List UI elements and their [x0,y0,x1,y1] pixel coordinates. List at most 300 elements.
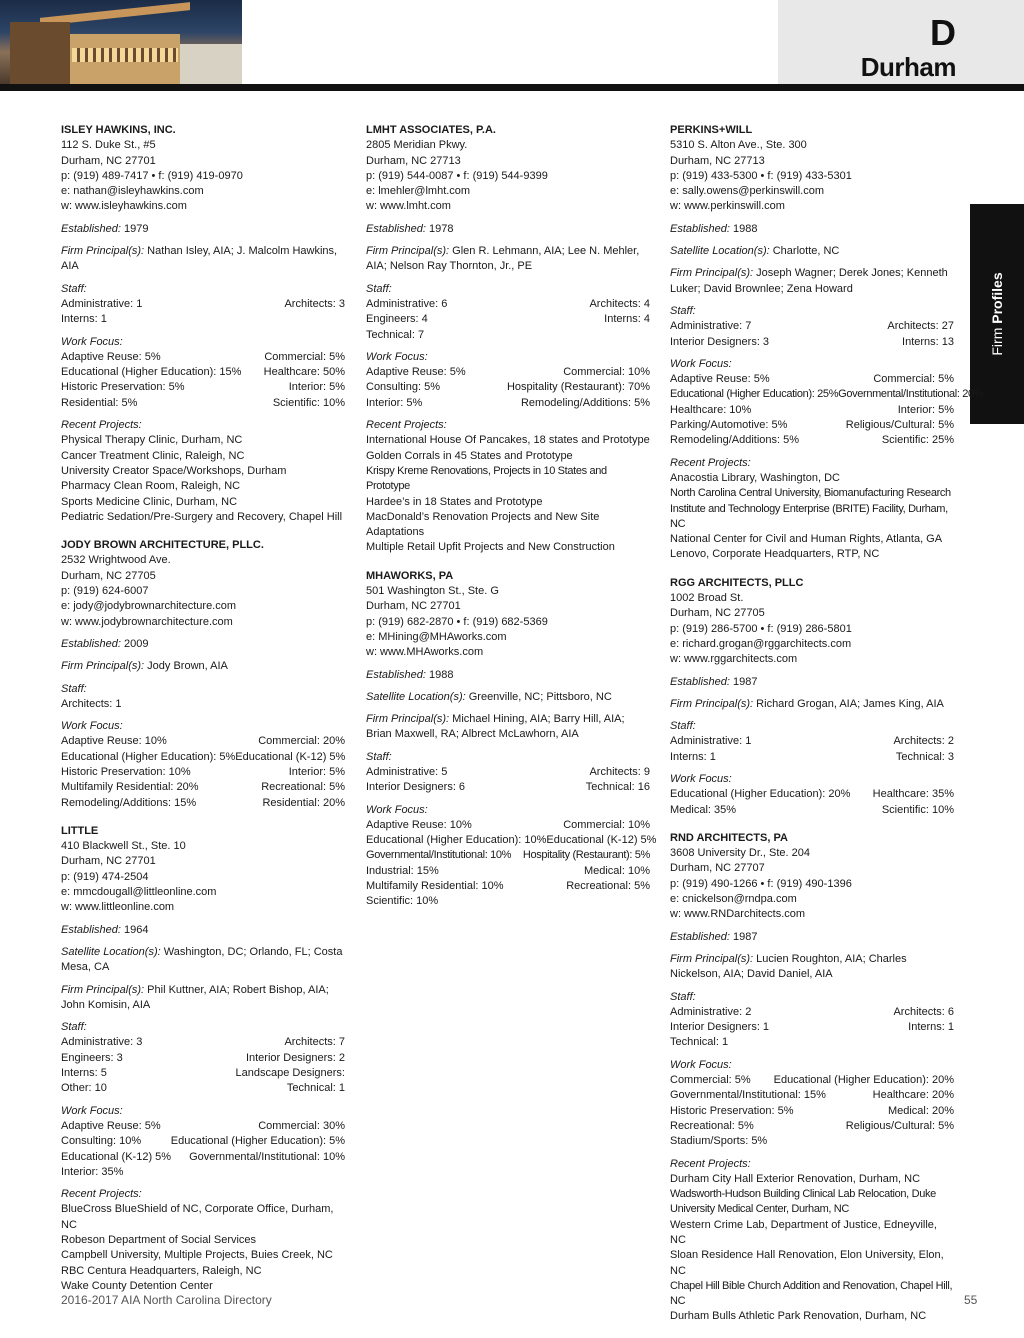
contact-line: Durham, NC 27701 [61,154,156,167]
established-label: Established: [366,668,426,681]
staff-section [366,282,650,343]
work-focus-item: Interior: 5% [897,403,954,416]
project-item: Western Crime Lab, Department of Justice, Edneyville, NC [670,1218,937,1246]
contact-line: p: (919) 624-6007 [61,585,149,598]
staff-item: Interns: 4 [604,313,650,326]
staff-item: Administrative: 1 [670,735,752,748]
firm-principals-label: Firm Principal(s): [61,660,145,673]
work-focus-item: Interior: 5% [366,396,423,409]
project-item: North Carolina Central University, Biomanufacturing Research [670,487,951,500]
staff-label: Staff: [670,304,696,317]
satellite-locations-label: Satellite Location(s): [366,690,466,703]
established-label: Established: [61,222,121,235]
contact-info [366,138,650,214]
recent-projects-label: Recent Projects: [670,1157,751,1170]
contact-line: 1002 Broad St. [670,592,744,605]
recent-projects-section [366,418,650,556]
contact-line: Durham, NC 27701 [366,600,461,613]
work-focus-section [366,803,657,910]
project-item: Anacostia Library, Washington, DC [670,471,840,484]
work-focus-row [366,848,650,863]
firm-principals [670,952,954,983]
work-focus-section [670,1058,954,1150]
staff-section [366,750,650,796]
work-focus-item: Adaptive Reuse: 5% [61,1119,161,1132]
established-value: 1979 [120,222,149,235]
work-focus-label: Work Focus: [670,772,732,785]
work-focus-row [670,433,954,448]
work-focus-item: Remodeling/Additions: 5% [670,434,800,447]
established-value: 1988 [729,222,758,235]
staff-item: Interns: 1 [61,313,107,326]
project-item: Golden Corrals in 45 States and Prototype [366,449,573,462]
contact-line: p: (919) 433-5300 • f: (919) 433-5301 [670,169,852,182]
project-item: International House Of Pancakes, 18 states and Prototype [366,434,650,447]
contact-line: p: (919) 490-1266 • f: (919) 490-1396 [670,877,852,890]
work-focus-row [61,1119,345,1134]
contact-line: w: www.isleyhawkins.com [61,200,187,213]
staff-item: Administrative: 3 [61,1036,143,1049]
contact-line: 501 Washington St., Ste. G [366,585,499,598]
work-focus-item: Scientific: 10% [272,396,345,409]
work-focus-item: Commercial: 5% [873,373,954,386]
satellite-locations-label: Satellite Location(s): [670,245,770,258]
staff-section [670,304,954,350]
firm-profile [366,123,650,556]
satellite-locations [670,244,954,259]
side-tab-label-light: Firm [989,323,1005,356]
staff-item: Interior Designers: 6 [366,781,466,794]
satellite-locations-value: Greenville, NC; Pittsboro, NC [465,690,612,703]
staff-row [670,1035,954,1050]
established-label: Established: [670,930,730,943]
staff-label: Staff: [61,1021,87,1034]
contact-line: w: www.perkinswill.com [670,200,785,213]
work-focus-item: Consulting: 5% [366,381,440,394]
staff-row [61,1081,345,1096]
contact-info [61,138,345,214]
firm-profile [61,123,345,525]
firm-principals-label: Firm Principal(s): [670,697,754,710]
established-value: 1988 [425,668,454,681]
work-focus-item: Interior: 35% [61,1165,124,1178]
project-item: Pharmacy Clean Room, Raleigh, NC [61,480,241,493]
contact-line: 112 S. Duke St., #5 [61,139,156,152]
work-focus-item: Healthcare: 35% [872,788,954,801]
staff-label: Staff: [61,282,87,295]
satellite-locations [366,690,650,705]
work-focus-row [366,818,650,833]
work-focus-item: Consulting: 10% [61,1135,142,1148]
work-focus-item: Adaptive Reuse: 10% [61,735,167,748]
staff-item: Administrative: 7 [670,320,752,333]
work-focus-row [61,734,345,749]
staff-section [670,719,954,765]
firm-profile [670,831,954,1325]
contact-line: w: www.MHAworks.com [366,646,484,659]
column-2 [366,123,657,923]
project-item: Wadsworth-Hudson Building Clinical Lab Relocation, Duke University Medical Center, Durham, NC [670,1188,936,1216]
work-focus-item: Adaptive Reuse: 5% [366,366,466,379]
firm-principals-value: Joseph Wagner; Derek Jones; Kenneth Luker; David Brownlee; Zena Howard [670,267,948,295]
work-focus-item: Historic Preservation: 5% [670,1104,794,1117]
work-focus-item: Educational (Higher Education): 10% [366,834,547,847]
project-item: Durham Bulls Athletic Park Renovation, Durham, NC [670,1310,927,1323]
work-focus-row [366,380,650,395]
firm-profile [366,569,657,910]
staff-item: Architects: 6 [893,1005,954,1018]
work-focus-item: Commercial: 30% [258,1119,345,1132]
staff-row [61,297,345,312]
established [670,222,954,237]
staff-label: Staff: [670,990,696,1003]
contact-line: e: nathan@isleyhawkins.com [61,185,204,198]
work-focus-item: Residential: 5% [61,396,138,409]
contact-line: Durham, NC 27707 [670,862,765,875]
work-focus-item: Multifamily Residential: 10% [366,880,504,893]
contact-line: e: sally.owens@perkinswill.com [670,185,825,198]
firm-principals [670,697,954,712]
work-focus-item: Interior: 5% [288,765,345,778]
work-focus-row [61,365,345,380]
staff-item: Administrative: 5 [366,765,448,778]
project-item: Robeson Department of Social Services [61,1234,257,1246]
firm-name: MHAWORKS, PA [366,569,454,582]
project-item: MacDonald’s Renovation Projects and New Site Adaptations [366,510,600,539]
contact-line: w: www.RNDarchitects.com [670,908,806,921]
work-focus-item: Religious/Cultural: 5% [845,419,954,432]
staff-row [366,312,650,327]
work-focus-item: Governmental/Institutional: 20% [838,388,984,401]
project-item: Sloan Residence Hall Renovation, Elon University, Elon, NC [670,1249,944,1277]
work-focus-item: Hospitality (Restaurant): 5% [522,849,650,862]
staff-item: Architects: 1 [61,697,122,710]
firm-principals-value: Richard Grogan, AIA; James King, AIA [753,697,944,710]
work-focus-row [366,365,650,380]
staff-item: Architects: 2 [893,735,954,748]
contact-line: p: (919) 544-0087 • f: (919) 544-9399 [366,169,548,182]
established-label: Established: [61,923,121,936]
staff-item: Architects: 27 [887,320,954,333]
established [61,923,345,938]
work-focus-row [61,396,345,411]
project-item: Pediatric Sedation/Pre-Surgery and Recovery, Chapel Hill [61,510,343,523]
staff-row [61,1051,345,1066]
established-value: 1987 [729,675,758,688]
project-item: Physical Therapy Clinic, Durham, NC [61,434,243,447]
project-item: Multiple Retail Upfit Projects and New Construction [366,541,615,554]
established [61,222,345,237]
work-focus-item: Historic Preservation: 5% [61,381,185,394]
established-label: Established: [670,675,730,688]
contact-info [670,138,954,214]
staff-item: Landscape Designers: [235,1067,345,1080]
project-item: University Creator Space/Workshops, Durham [61,464,287,477]
work-focus-item: Scientific: 10% [366,895,439,908]
work-focus-row [61,350,345,365]
staff-item: Interior Designers: 2 [245,1051,345,1064]
work-focus-item: Recreational: 5% [670,1119,754,1132]
staff-section [670,990,954,1051]
contact-line: 3608 University Dr., Ste. 204 [670,847,811,860]
contact-line: e: lmehler@lmht.com [366,185,471,198]
work-focus-item: Medical: 20% [887,1104,954,1117]
staff-item: Administrative: 1 [61,297,143,310]
staff-item: Administrative: 6 [366,297,448,310]
recent-projects-section [670,456,954,563]
work-focus-item: Healthcare: 20% [872,1089,954,1102]
established-value: 1978 [425,222,454,235]
recent-projects-label: Recent Projects: [366,419,447,432]
work-focus-item: Multifamily Residential: 20% [61,781,199,794]
established-label: Established: [366,222,426,235]
staff-row [366,328,650,343]
staff-label: Staff: [670,720,696,733]
firm-principals-label: Firm Principal(s): [366,713,450,726]
staff-row [366,297,650,312]
work-focus-section [366,350,650,411]
work-focus-row [61,796,345,811]
footer-directory-title: 2016-2017 AIA North Carolina Directory [61,1293,272,1307]
staff-item: Engineers: 3 [61,1051,123,1064]
staff-row [670,1005,954,1020]
work-focus-label: Work Focus: [670,1058,732,1071]
project-item: Chapel Hill Bible Church Addition and Renovation, Chapel Hill, NC [670,1279,953,1308]
firm-principals-value: Nathan Isley, AIA; J. Malcolm Hawkins, AIA [61,245,338,273]
firm-principals-value: Michael Hining, AIA; Barry Hill, AIA; Brian Maxwell, RA; Albrect McLawhorn, AIA [366,713,625,741]
project-item: National Center for Civil and Human Rights, Atlanta, GA [670,533,943,546]
work-focus-section [61,1104,345,1180]
contact-line: Durham, NC 27713 [670,154,765,167]
staff-row [61,1035,345,1050]
contact-info [670,846,954,922]
work-focus-row [670,1088,954,1103]
work-focus-section [670,772,954,818]
project-item: Durham City Hall Exterior Renovation, Durham, NC [670,1172,921,1185]
project-item: BlueCross BlueShield of NC, Corporate Office, Durham, NC [61,1203,334,1231]
staff-row [670,734,954,749]
staff-item: Technical: 1 [286,1082,345,1095]
staff-row [61,697,345,712]
recent-projects-section [61,1187,345,1294]
work-focus-item: Remodeling/Additions: 5% [520,396,650,409]
work-focus-item: Interior: 5% [288,381,345,394]
staff-section [61,282,345,328]
project-item: Lenovo, Corporate Headquarters, RTP, NC [670,548,880,561]
contact-line: 410 Blackwell St., Ste. 10 [61,840,186,853]
firm-principals [61,244,345,275]
work-focus-row [670,403,954,418]
work-focus-item: Recreational: 5% [261,781,345,794]
work-focus-row [366,396,650,411]
work-focus-item: Educational (Higher Education): 20% [773,1074,954,1087]
work-focus-row [61,1134,345,1149]
work-focus-row [670,387,984,402]
work-focus-row [61,780,345,795]
section-header [778,0,1024,84]
firm-name: ISLEY HAWKINS, INC. [61,124,176,136]
satellite-locations-label: Satellite Location(s): [61,945,161,958]
firm-principals-value: Glen R. Lehmann, AIA; Lee N. Mehler, AIA; Nelson Ray Thornton, Jr., PE [366,245,640,273]
work-focus-item: Governmental/Institutional: 10% [366,849,512,862]
satellite-locations-value: Washington, DC; Orlando, FL; Costa Mesa, CA [61,945,343,974]
staff-item: Technical: 3 [895,750,954,763]
staff-item: Administrative: 2 [670,1005,752,1018]
staff-item: Interns: 1 [670,750,716,763]
project-item: Cancer Treatment Clinic, Raleigh, NC [61,449,245,462]
work-focus-item: Stadium/Sports: 5% [670,1135,768,1148]
contact-line: w: www.littleonline.com [61,901,175,914]
staff-item: Interns: 13 [902,335,954,348]
staff-label: Staff: [61,682,87,695]
work-focus-label: Work Focus: [61,720,123,733]
header-building-photo [0,0,242,84]
contact-line: e: MHining@MHAworks.com [366,630,507,643]
project-item: Hardee’s in 18 States and Prototype [366,495,543,508]
work-focus-row [61,750,345,765]
work-focus-item: Commercial: 5% [670,1074,751,1087]
contact-line: 2532 Wrightwood Ave. [61,554,171,567]
firm-principals [61,983,345,1014]
contact-line: e: richard.grogan@rggarchitects.com [670,637,852,650]
header-rule [0,84,1024,91]
staff-row [61,312,345,327]
established [670,930,954,945]
staff-item: Technical: 16 [585,781,650,794]
work-focus-item: Educational (Higher Education): 25% [670,388,839,401]
work-focus-item: Commercial: 10% [563,366,650,379]
firm-principals [670,266,954,297]
staff-item: Technical: 7 [366,328,425,341]
satellite-locations [61,945,345,976]
project-item: Krispy Kreme Renovations, Projects in 10 States and Prototype [366,464,607,493]
firm-principals-label: Firm Principal(s): [670,952,754,965]
firm-name: LMHT ASSOCIATES, P.A. [366,124,496,136]
project-item: Wake County Detention Center [61,1279,213,1292]
contact-info [61,839,345,915]
work-focus-row [366,864,650,879]
contact-line: e: jody@jodybrownarchitecture.com [61,600,237,613]
staff-item: Architects: 3 [284,297,345,310]
work-focus-item: Adaptive Reuse: 5% [61,350,161,363]
work-focus-item: Parking/Automotive: 5% [670,419,788,432]
work-focus-item: Healthcare: 50% [263,366,345,379]
work-focus-item: Educational (Higher Education): 20% [670,788,851,801]
contact-line: Durham, NC 27713 [366,154,461,167]
work-focus-item: Medical: 35% [670,803,737,816]
staff-item: Interior Designers: 3 [670,335,770,348]
work-focus-item: Educational (Higher Education): 5% [170,1135,345,1148]
work-focus-item: Educational (Higher Education): 15% [61,366,242,379]
work-focus-label: Work Focus: [366,350,428,363]
work-focus-section [61,335,345,411]
work-focus-row [670,1073,954,1088]
staff-row [670,750,954,765]
contact-line: p: (919) 682-2870 • f: (919) 682-5369 [366,615,548,628]
work-focus-item: Adaptive Reuse: 10% [366,818,472,831]
contact-line: e: cnickelson@rndpa.com [670,893,797,906]
staff-item: Interns: 1 [908,1021,954,1034]
staff-item: Engineers: 4 [366,313,428,326]
staff-row [670,1020,954,1035]
staff-item: Architects: 9 [589,765,650,778]
work-focus-row [61,380,345,395]
firm-profile [61,538,345,811]
work-focus-label: Work Focus: [366,803,428,816]
work-focus-item: Adaptive Reuse: 5% [670,373,770,386]
firm-principals-label: Firm Principal(s): [670,267,754,280]
work-focus-item: Educational (K-12) 5% [61,1150,172,1163]
project-item: RBC Centura Headquarters, Raleigh, NC [61,1264,262,1277]
work-focus-item: Governmental/Institutional: 15% [670,1089,826,1102]
project-item: Institute and Technology Enterprise (BRITE) Facility, Durham, NC [670,502,948,530]
staff-item: Interns: 5 [61,1067,107,1080]
section-letter: D [930,12,956,53]
contact-line: Durham, NC 27705 [670,607,765,620]
firm-principals-value: Jody Brown, AIA [144,660,228,673]
established-label: Established: [61,637,121,650]
firm-profile [61,824,345,1294]
staff-row [366,765,650,780]
work-focus-item: Hospitality (Restaurant): 70% [506,381,650,394]
recent-projects-label: Recent Projects: [670,456,751,469]
firm-principals-label: Firm Principal(s): [61,245,145,258]
firm-principals-value: Phil Kuttner, AIA; Robert Bishop, AIA; John Komisin, AIA [61,983,329,1011]
contact-line: 2805 Meridian Pkwy. [366,139,468,152]
work-focus-item: Educational (K-12) 5% [235,750,346,763]
work-focus-row [61,765,345,780]
work-focus-item: Recreational: 5% [566,880,650,893]
work-focus-row [670,803,954,818]
firm-profile [670,123,984,563]
staff-row [61,1066,345,1081]
recent-projects-label: Recent Projects: [61,419,142,432]
established-value: 1964 [120,923,149,936]
work-focus-item: Educational (Higher Education): 5% [61,750,236,763]
work-focus-row [366,879,650,894]
work-focus-row [670,1119,954,1134]
contact-line: p: (919) 286-5700 • f: (919) 286-5801 [670,622,852,635]
contact-line: p: (919) 474-2504 [61,870,149,883]
staff-item: Technical: 1 [670,1036,729,1049]
recent-projects-label: Recent Projects: [61,1188,142,1201]
staff-item: Architects: 7 [284,1036,345,1049]
work-focus-item: Governmental/Institutional: 10% [189,1150,345,1163]
staff-section [61,1020,345,1096]
staff-item: Other: 10 [61,1082,107,1095]
staff-label: Staff: [366,750,392,763]
firm-principals [366,244,650,275]
contact-line: 5310 S. Alton Ave., Ste. 300 [670,139,807,152]
established-label: Established: [670,222,730,235]
column-1 [61,123,345,1307]
firm-name: PERKINS+WILL [670,124,753,136]
contact-line: Durham, NC 27701 [61,855,156,868]
firm-principals-value: Lucien Roughton, AIA; Charles Nickelson, AIA; David Daniel, AIA [670,952,907,981]
work-focus-row [61,1150,345,1165]
staff-label: Staff: [366,282,392,295]
established-value: 2009 [120,637,149,650]
work-focus-item: Scientific: 10% [881,803,954,816]
work-focus-label: Work Focus: [61,1104,123,1117]
established [366,222,650,237]
project-item: Campbell University, Multiple Projects, Buies Creek, NC [61,1249,333,1262]
firm-principals-label: Firm Principal(s): [366,245,450,258]
firm-principals [366,712,650,743]
staff-item: Architects: 4 [589,297,650,310]
staff-item: Interior Designers: 1 [670,1021,770,1034]
work-focus-label: Work Focus: [61,335,123,348]
